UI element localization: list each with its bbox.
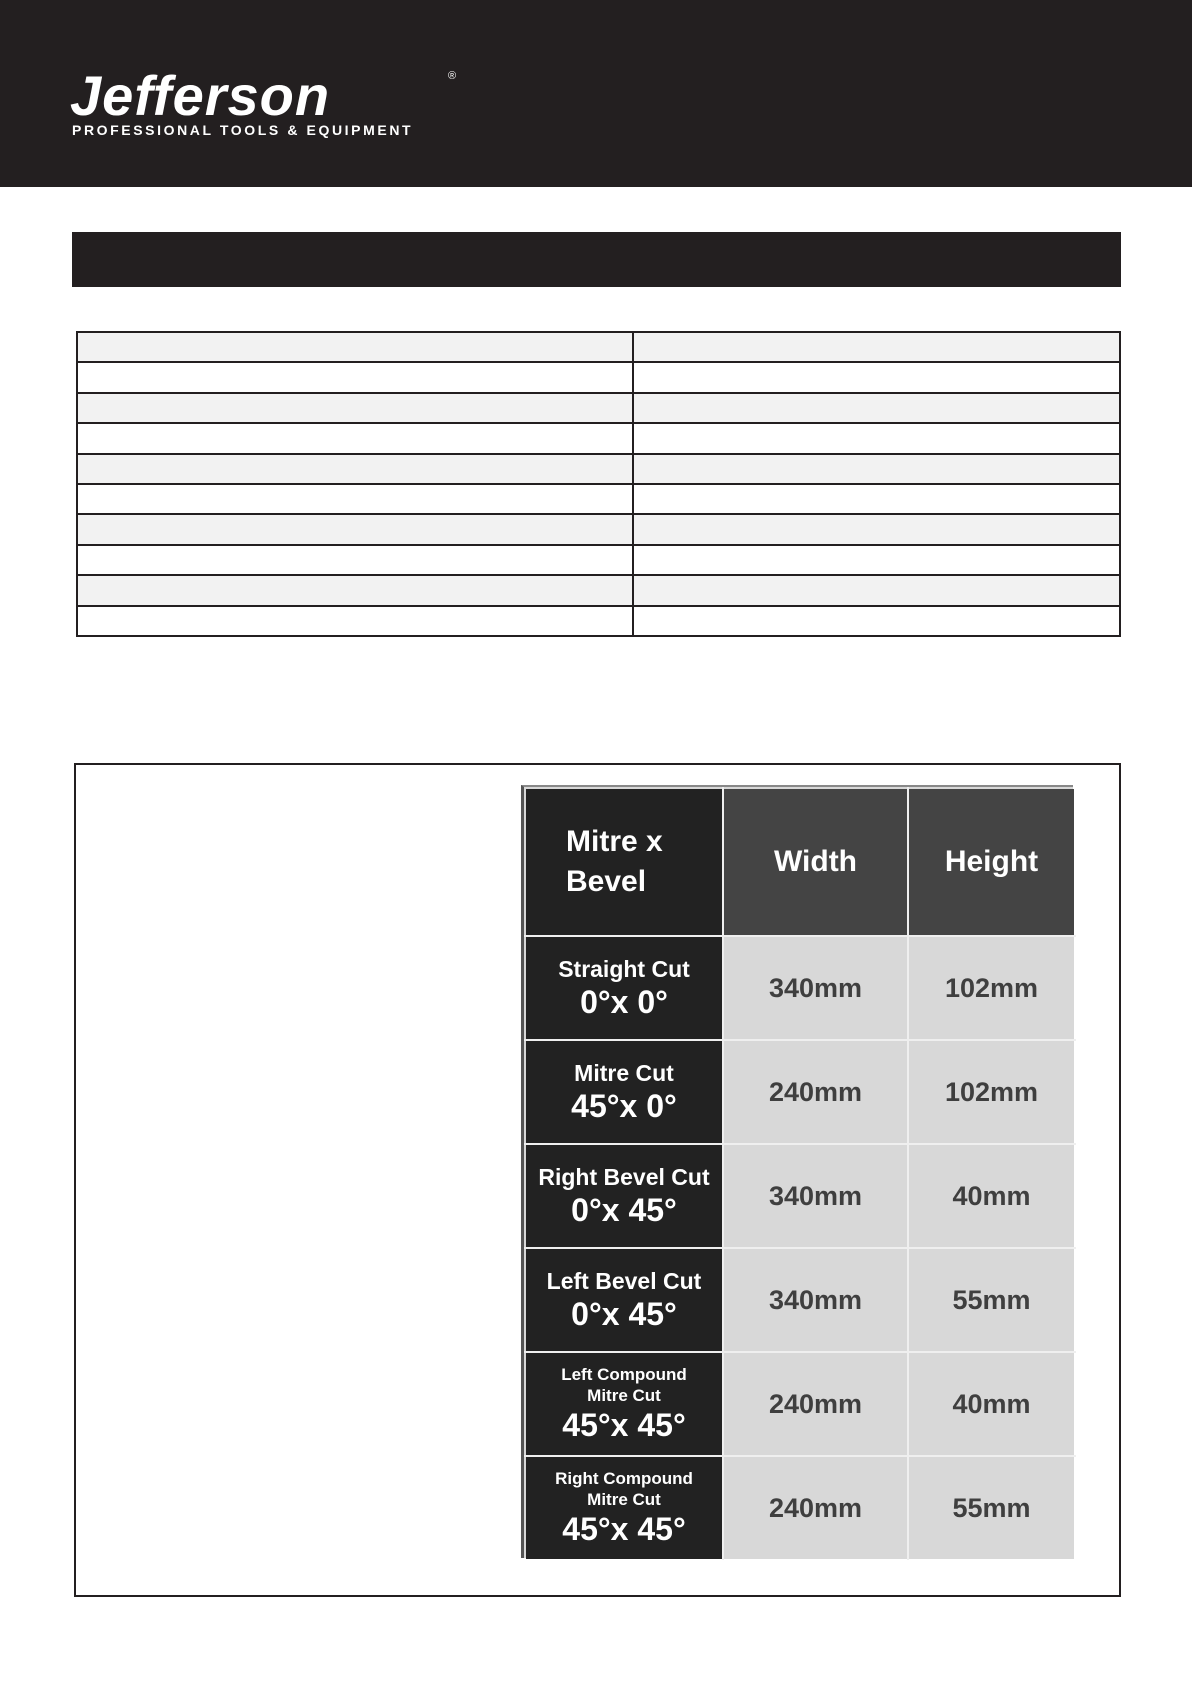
cut-angle: 45°x 0° xyxy=(571,1088,677,1124)
row-label-left-compound-mitre-cut xyxy=(526,1353,722,1455)
header-height: Height xyxy=(909,789,1074,935)
table-row xyxy=(77,423,1120,453)
height-value: 102mm xyxy=(909,937,1074,1039)
spec-label xyxy=(77,393,633,423)
table-row xyxy=(77,332,1120,362)
width-value: 240mm xyxy=(724,1457,907,1559)
spec-label xyxy=(77,362,633,392)
cut-name: Right Bevel Cut xyxy=(538,1164,710,1190)
header-banner xyxy=(0,0,1192,187)
spec-label xyxy=(77,575,633,605)
grid-divider xyxy=(524,1247,1076,1249)
table-row xyxy=(77,454,1120,484)
header-mitre-label: Mitre x xyxy=(566,825,663,858)
registered-mark: ® xyxy=(448,70,457,82)
header-bevel-label: Bevel xyxy=(566,865,647,898)
row-label-left-bevel-cut xyxy=(526,1249,722,1351)
spec-value xyxy=(633,575,1120,605)
grid-divider xyxy=(524,1039,1076,1041)
width-value: 340mm xyxy=(724,937,907,1039)
spec-label xyxy=(77,332,633,362)
spec-label xyxy=(77,454,633,484)
cut-angle: 45°x 45° xyxy=(562,1407,686,1443)
brand-tagline: PROFESSIONAL TOOLS & EQUIPMENT xyxy=(72,122,414,138)
grid-divider xyxy=(722,787,724,1560)
table-row xyxy=(77,362,1120,392)
header-mitre-bevel xyxy=(526,789,722,935)
section-title-bar xyxy=(72,232,1121,287)
height-value: 55mm xyxy=(909,1249,1074,1351)
cut-name: Straight Cut xyxy=(558,956,690,982)
spec-label xyxy=(77,514,633,544)
cut-angle: 0°x 45° xyxy=(571,1192,677,1228)
row-label-right-compound-mitre-cut xyxy=(526,1457,722,1559)
height-value: 40mm xyxy=(909,1353,1074,1455)
height-value: 102mm xyxy=(909,1041,1074,1143)
table-row xyxy=(77,545,1120,575)
table-row xyxy=(77,484,1120,514)
width-value: 340mm xyxy=(724,1145,907,1247)
row-label-straight-cut xyxy=(526,937,722,1039)
spec-label xyxy=(77,606,633,636)
grid-divider xyxy=(524,935,1076,937)
row-label-mitre-cut xyxy=(526,1041,722,1143)
width-value: 240mm xyxy=(724,1353,907,1455)
width-value: 240mm xyxy=(724,1041,907,1143)
header-width: Width xyxy=(724,789,907,935)
spec-value xyxy=(633,484,1120,514)
spec-label xyxy=(77,545,633,575)
specification-table xyxy=(76,331,1121,637)
grid-divider xyxy=(524,1351,1076,1353)
spec-value xyxy=(633,423,1120,453)
spec-value xyxy=(633,606,1120,636)
cut-name: Right Compound xyxy=(555,1469,693,1488)
spec-value xyxy=(633,545,1120,575)
grid-divider xyxy=(524,1455,1076,1457)
table-row xyxy=(77,514,1120,544)
cut-name-line2: Mitre Cut xyxy=(587,1490,661,1509)
cut-angle: 0°x 0° xyxy=(580,984,668,1020)
width-value: 340mm xyxy=(724,1249,907,1351)
spec-value xyxy=(633,332,1120,362)
grid-divider xyxy=(907,787,909,1560)
cut-name: Left Bevel Cut xyxy=(546,1268,702,1294)
cut-angle: 45°x 45° xyxy=(562,1511,686,1547)
brand-logo xyxy=(70,66,470,146)
spec-value xyxy=(633,393,1120,423)
cut-name: Left Compound xyxy=(561,1365,687,1384)
cut-angle: 0°x 45° xyxy=(571,1296,677,1332)
table-row xyxy=(77,393,1120,423)
spec-label xyxy=(77,484,633,514)
height-value: 55mm xyxy=(909,1457,1074,1559)
spec-label xyxy=(77,423,633,453)
table-row xyxy=(77,575,1120,605)
cutting-capacity-table xyxy=(521,785,1073,1558)
table-row xyxy=(77,606,1120,636)
height-value: 40mm xyxy=(909,1145,1074,1247)
cut-name: Mitre Cut xyxy=(574,1060,674,1086)
cut-name-line2: Mitre Cut xyxy=(587,1386,661,1405)
brand-name: Jefferson xyxy=(70,64,331,127)
grid-divider xyxy=(524,1143,1076,1145)
row-label-right-bevel-cut xyxy=(526,1145,722,1247)
spec-value xyxy=(633,362,1120,392)
spec-value xyxy=(633,514,1120,544)
spec-value xyxy=(633,454,1120,484)
